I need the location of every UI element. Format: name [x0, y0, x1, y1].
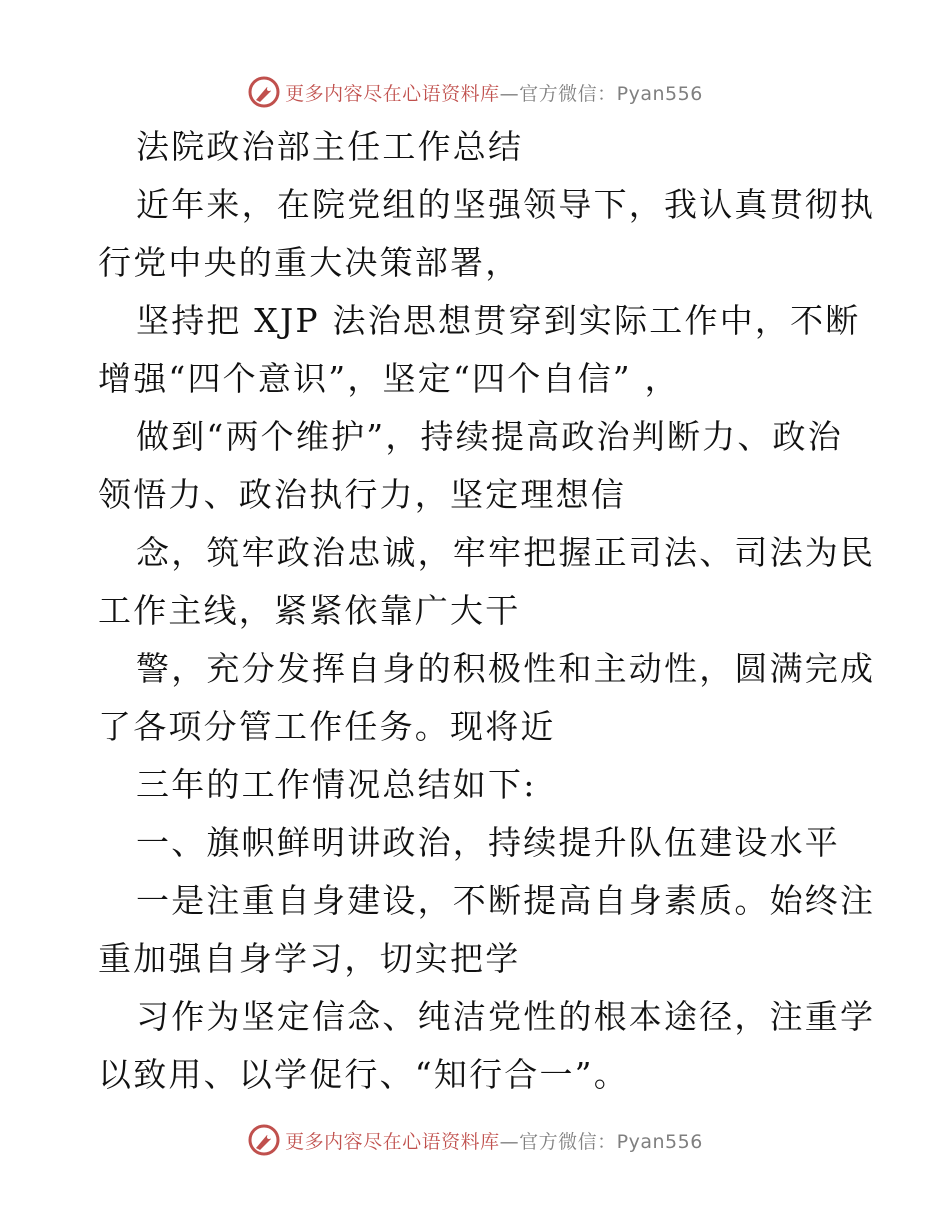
- text-line: 念，筑牢政治忠诚，牢牢把握正司法、司法为民: [136, 533, 876, 572]
- banner-text: [285, 79, 703, 106]
- text-line: 三年的工作情况总结如下:: [136, 765, 537, 804]
- text-line: 领悟力、政治执行力，坚定理想信: [98, 475, 626, 514]
- pen-nib-circle-logo-icon: [247, 1123, 281, 1157]
- text-line: 习作为坚定信念、纯洁党性的根本途径，注重学: [136, 997, 876, 1036]
- banner-text: [285, 1127, 703, 1154]
- text-line: 警，充分发挥自身的积极性和主动性，圆满完成: [136, 649, 876, 688]
- banner-brand: 更多内容尽在心语资料库: [285, 82, 500, 105]
- banner-brand: 更多内容尽在心语资料库: [285, 1130, 500, 1153]
- text-line: 工作主线，紧紧依靠广大干: [98, 591, 521, 630]
- text-line: 了各项分管工作任务。现将近: [98, 707, 556, 746]
- text-line: 重加强自身学习，切实把学: [98, 939, 521, 978]
- banner-wechat: 官方微信：Pyan556: [519, 1130, 703, 1153]
- text-line: 以致用、以学促行、“知行合一”。: [98, 1055, 629, 1094]
- text-line: 行党中央的重大决策部署，: [98, 243, 521, 282]
- text-line: 做到“两个维护”，持续提高政治判断力、政治: [136, 417, 843, 456]
- text-line: 增强“四个意识”，坚定“四个自信” ，: [98, 359, 680, 398]
- banner-wechat: 官方微信：Pyan556: [519, 82, 703, 105]
- footer-banner: [0, 1120, 950, 1160]
- text-line: 法院政治部主任工作总结: [136, 127, 524, 166]
- banner-separator: —: [499, 1130, 520, 1153]
- text-line: 一是注重自身建设，不断提高自身素质。始终注: [136, 881, 876, 920]
- banner-separator: —: [499, 82, 520, 105]
- text-line: 坚持把 XJP 法治思想贯穿到实际工作中，不断: [136, 301, 861, 340]
- header-banner: [0, 72, 950, 112]
- pen-nib-circle-logo-icon: [247, 75, 281, 109]
- document-body: [98, 118, 876, 1104]
- text-line: 近年来，在院党组的坚强领导下，我认真贯彻执: [136, 185, 876, 224]
- text-line: 一、旗帜鲜明讲政治，持续提升队伍建设水平: [136, 823, 840, 862]
